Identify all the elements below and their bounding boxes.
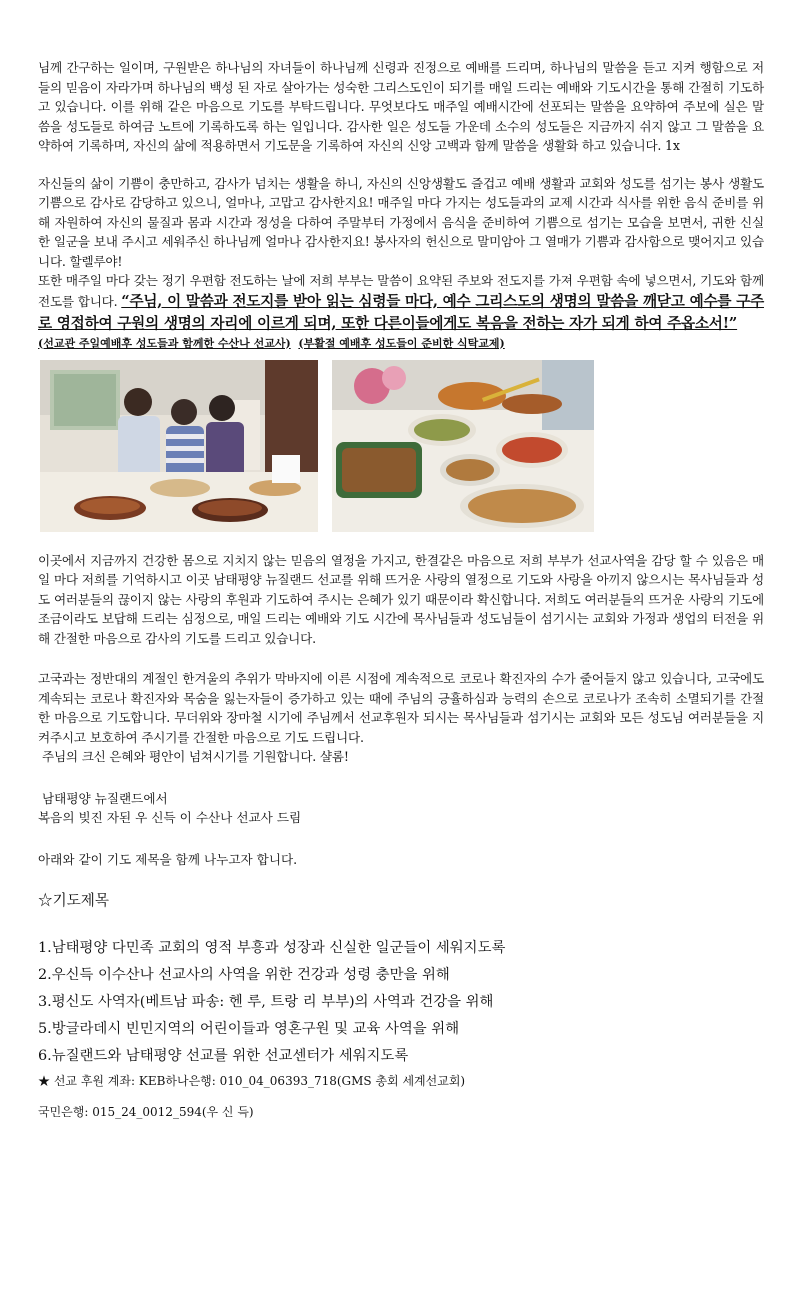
paragraph-2b <box>38 271 764 335</box>
paragraph-1: 님께 간구하는 일이며, 구원받은 하나님의 자녀들이 하나님께 신령과 진정으로 예배를 드리며, 하나님의 말씀을 듣고 지켜 행함으로 저들의 믿음이 자라가며 하나님의 백성 된 자로 살아가는 성숙한 그리스도인이 되기를 매일 드리는 예배와 기도시간을 통해 간절히 기도하고 있습니다. 이를 위해 같은 마음으로 기도를 부탁드립니다. 무엇보다도 매주일 예배시간에 선포되는 말씀을 요약하여 주보에 실은 말씀을 성도들로 하여금 노트에 기록하도록 하는 일입니다. 감사한 일은 성도들 가운데 소수의 성도들은 지금까지 쉬지 않고 그 말씀을 요약하여 기록하며, 자신의 삶에 적용하면서 기도문을 기록하여 자신의 신앙 고백과 함께 말씀을 생활화 하고 있습니다. 1x <box>38 60 764 153</box>
photo-missionary-with-members <box>40 360 318 532</box>
photo-easter-meal-table <box>332 360 594 532</box>
prayer-title: ☆기도제목 <box>38 891 109 909</box>
prayer-item: 6.뉴질랜드와 남태평양 선교를 위한 선교센터가 세워지도록 <box>38 1047 409 1064</box>
signature-block <box>38 789 764 827</box>
prayer-item: 1.남태평양 다민족 교회의 영적 부흥과 성장과 신실한 일군들이 세워지도록 <box>38 939 506 956</box>
caption-left: (선교관 주일예배후 성도들과 함께한 수산나 선교사) <box>38 336 291 350</box>
photo-row <box>38 360 764 535</box>
paragraph-2b-text: 또한 매주일 마다 갖는 정기 우편함 전도하는 날에 저희 부부는 말씀이 요약된 주보와 전도지를 가져 우편함 속에 넣으면서, 기도와 함께 전도를 합니다. <box>38 273 764 309</box>
prayer-item: 5.방글라데시 빈민지역의 어린이들과 영혼구원 및 교육 사역을 위해 <box>38 1020 460 1037</box>
signature-line-1: 남태평양 뉴질랜드에서 <box>42 790 168 806</box>
paragraph-3: 이곳에서 지금까지 건강한 몸으로 지치지 않는 믿음의 열정을 가지고, 한결같은 마음으로 저희 부부가 선교사역을 감당 할 수 있음은 매일 마다 저희를 기억하시고 이곳 남태평양 뉴질랜드 선교를 위해 뜨거운 사랑의 열정으로 기도와 사랑을 아끼지 않으시는 목사님들과 성도 여러분들의 끊이지 않는 사랑의 후원과 기도하여 주시는 은혜가 있기 때문이라 확신합니다. 저희도 여러분들의 뜨거운 사랑의 기도에 조금이라도 보답해 드리는 심정으로, 매일 드리는 예배와 기도 시간에 목사님들과 성도님들이 섬기시는 교회와 가정과 생업의 터전을 위해 간절한 마음으로 감사의 기도를 드리고 있습니다. <box>38 552 764 646</box>
prayer-quote: “주님, 이 말씀과 전도지를 받아 읽는 심령들 마다, 예수 그리스도의 생명의 말씀을 깨닫고 예수를 구주로 영접하여 구원의 생명의 자리에 이르게 되며, 또한 다른이들에게도 복음을 전하는 자가 되게 하여 주옵소서!” <box>38 292 764 332</box>
bank-account-2: 국민은행: 015_24_0012_594(우 신 득) <box>38 1104 254 1119</box>
prayer-list <box>38 935 764 1070</box>
prayer-item: 2.우신득 이수산나 선교사의 사역을 위한 건강과 성령 충만을 위해 <box>38 966 450 983</box>
caption-right: (부활절 예배후 성도들이 준비한 식탁교제) <box>298 336 505 350</box>
paragraph-4: 고국과는 정반대의 계절인 한겨울의 추위가 막바지에 이른 시점에 계속적으로 코로나 확진자의 수가 줄어들지 않고 있습니다, 고국에도 계속되는 코로나 확진자와 목숨을 잃는자들이 증가하고 있는 때에 주님의 긍휼하심과 능력의 손으로 코로나가 조속히 소멸되기를 간절한 마음으로 기도합니다. 무더위와 장마철 시기에 주님께서 선교후원자 되시는 목사님들과 섬기시는 교회와 모든 성도님 여러분들을 지켜주시고 보호하여 주시기를 간절한 마음으로 기도 드립니다. <box>38 671 764 745</box>
prayer-item: 3.평신도 사역자(베트남 파송: 헨 루, 트랑 리 부부)의 사역과 건강을 위해 <box>38 993 494 1010</box>
paragraph-2: 자신들의 삶이 기쁨이 충만하고, 감사가 넘치는 생활을 하니, 자신의 신앙생활도 즐겁고 예배 생활과 교회와 성도를 섬기는 봉사 생활도 기쁨으로 감사로 감당하고 있으니, 얼마나, 고맙고 감사한지요! 매주일 마다 가지는 성도들과의 교제 시간과 식사를 위한 음식 준비를 위해 자원하여 자신의 물질과 몸과 시간과 정성을 다하여 주말부터 가정에서 음식을 준비하여 기쁨으로 섬기는 모습을 보면서, 귀한 신실한 일군을 보내 주시고 세워주신 하나님께 얼마나 감사한지요! 봉사자의 헌신으로 말미암아 그 열매가 기쁨과 감사함으로 맺어지고 있습니다. 할렐루야! <box>38 175 764 269</box>
bank-account-1: ★ 선교 후원 계좌: KEB하나은행: 010_04_06393_718(GMS 총회 세계선교회) <box>38 1073 466 1088</box>
letter-page <box>38 58 764 1120</box>
photo-captions <box>38 336 764 351</box>
signature-line-2: 복음의 빚진 자된 우 신득 이 수산나 선교사 드림 <box>38 809 302 825</box>
blessing-line: 주님의 크신 은혜와 평안이 넘쳐시기를 기원합니다. 샬롬! <box>42 749 349 764</box>
share-line: 아래와 같이 기도 제목을 함께 나누고자 합니다. <box>38 851 298 867</box>
